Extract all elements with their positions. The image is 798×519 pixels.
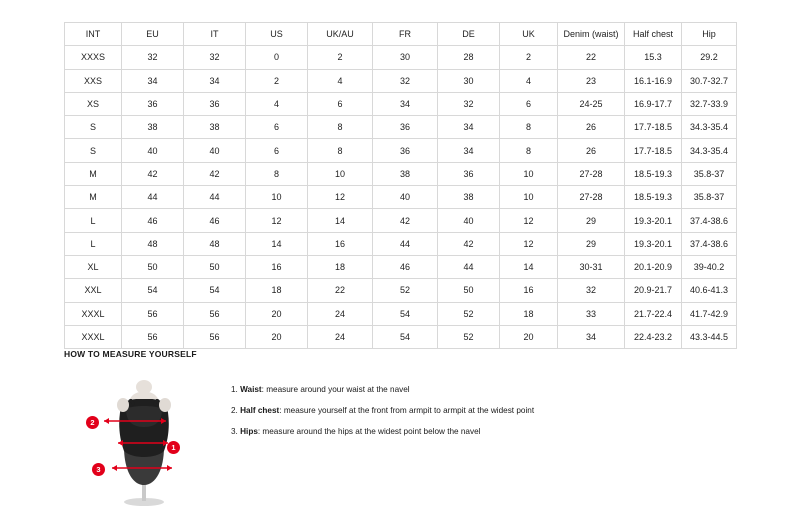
- cell: 40.6-41.3: [682, 279, 737, 302]
- cell: 22: [558, 46, 625, 69]
- measure-badge-waist: 1: [167, 441, 180, 454]
- cell: 29.2: [682, 46, 737, 69]
- cell: 36: [184, 92, 246, 115]
- cell: XXXS: [65, 46, 122, 69]
- cell: 16: [246, 255, 308, 278]
- how-to-measure-body: [64, 369, 736, 509]
- cell: 15.3: [625, 46, 682, 69]
- cell: 36: [373, 139, 438, 162]
- cell: L: [65, 209, 122, 232]
- cell: 10: [500, 162, 558, 185]
- cell: 43.3-44.5: [682, 325, 737, 348]
- column-header: INT: [65, 23, 122, 46]
- list-item: [231, 406, 534, 416]
- cell: 40: [184, 139, 246, 162]
- cell: XXS: [65, 69, 122, 92]
- cell: 44: [122, 186, 184, 209]
- cell: 2: [246, 69, 308, 92]
- cell: 52: [373, 279, 438, 302]
- cell: 34: [438, 139, 500, 162]
- cell: 20.9-21.7: [625, 279, 682, 302]
- cell: 27-28: [558, 162, 625, 185]
- cell: 8: [246, 162, 308, 185]
- table-row: [65, 279, 737, 302]
- measure-badge-hips: 3: [92, 463, 105, 476]
- cell: 46: [373, 255, 438, 278]
- cell: 20: [500, 325, 558, 348]
- cell: 30: [438, 69, 500, 92]
- table-row: [65, 302, 737, 325]
- cell: 50: [438, 279, 500, 302]
- cell: 24-25: [558, 92, 625, 115]
- cell: 54: [122, 279, 184, 302]
- cell: 56: [122, 302, 184, 325]
- column-header: UK/AU: [308, 23, 373, 46]
- measure-badge-half-chest: 2: [86, 416, 99, 429]
- cell: 20: [246, 302, 308, 325]
- cell: 16.1-16.9: [625, 69, 682, 92]
- cell: 33: [558, 302, 625, 325]
- cell: 16.9-17.7: [625, 92, 682, 115]
- cell: 29: [558, 232, 625, 255]
- cell: 18: [308, 255, 373, 278]
- cell: 50: [184, 255, 246, 278]
- cell: M: [65, 186, 122, 209]
- cell: 10: [308, 162, 373, 185]
- cell: 54: [184, 279, 246, 302]
- cell: XS: [65, 92, 122, 115]
- cell: 34: [184, 69, 246, 92]
- cell: 39-40.2: [682, 255, 737, 278]
- cell: 48: [184, 232, 246, 255]
- table-header-row: [65, 23, 737, 46]
- how-to-measure-section: [64, 349, 736, 509]
- cell: 22.4-23.2: [625, 325, 682, 348]
- cell: 10: [246, 186, 308, 209]
- cell: 14: [246, 232, 308, 255]
- cell: 54: [373, 325, 438, 348]
- cell: 6: [308, 92, 373, 115]
- table-row: [65, 186, 737, 209]
- cell: 20.1-20.9: [625, 255, 682, 278]
- cell: 34.3-35.4: [682, 116, 737, 139]
- mannequin-illustration: [82, 369, 207, 509]
- cell: 26: [558, 116, 625, 139]
- cell: 16: [308, 232, 373, 255]
- cell: 4: [500, 69, 558, 92]
- column-header: IT: [184, 23, 246, 46]
- cell: 10: [500, 186, 558, 209]
- cell: 20: [246, 325, 308, 348]
- cell: 46: [122, 209, 184, 232]
- cell: 18.5-19.3: [625, 186, 682, 209]
- size-chart-table: [64, 22, 737, 349]
- column-header: US: [246, 23, 308, 46]
- cell: 34: [438, 116, 500, 139]
- cell: 14: [500, 255, 558, 278]
- cell: 29: [558, 209, 625, 232]
- cell: 44: [438, 255, 500, 278]
- table-row: [65, 232, 737, 255]
- cell: 24: [308, 302, 373, 325]
- column-header: UK: [500, 23, 558, 46]
- cell: XL: [65, 255, 122, 278]
- cell: 52: [438, 325, 500, 348]
- table-row: [65, 325, 737, 348]
- cell: M: [65, 162, 122, 185]
- cell: 12: [500, 209, 558, 232]
- cell: 32: [122, 46, 184, 69]
- cell: 19.3-20.1: [625, 209, 682, 232]
- cell: 8: [500, 139, 558, 162]
- cell: 27-28: [558, 186, 625, 209]
- column-header: Denim (waist): [558, 23, 625, 46]
- cell: 42: [438, 232, 500, 255]
- cell: 12: [500, 232, 558, 255]
- cell: 19.3-20.1: [625, 232, 682, 255]
- table-row: [65, 46, 737, 69]
- cell: 14: [308, 209, 373, 232]
- measure-item-term: Half chest: [240, 405, 280, 415]
- cell: 18: [500, 302, 558, 325]
- table-row: [65, 162, 737, 185]
- cell: 17.7-18.5: [625, 116, 682, 139]
- how-to-measure-title: HOW TO MEASURE YOURSELF: [64, 349, 197, 359]
- cell: 12: [308, 186, 373, 209]
- list-item: [231, 427, 534, 437]
- cell: 38: [438, 186, 500, 209]
- cell: 34.3-35.4: [682, 139, 737, 162]
- cell: 2: [500, 46, 558, 69]
- cell: 38: [373, 162, 438, 185]
- list-item: [231, 385, 534, 395]
- table-row: [65, 92, 737, 115]
- cell: 6: [246, 116, 308, 139]
- cell: 28: [438, 46, 500, 69]
- cell: 50: [122, 255, 184, 278]
- cell: 12: [246, 209, 308, 232]
- measure-item-number: 1.: [231, 385, 238, 394]
- column-header: Hip: [682, 23, 737, 46]
- cell: 34: [373, 92, 438, 115]
- cell: 38: [122, 116, 184, 139]
- cell: 48: [122, 232, 184, 255]
- cell: 6: [500, 92, 558, 115]
- cell: 30-31: [558, 255, 625, 278]
- cell: 17.7-18.5: [625, 139, 682, 162]
- cell: 30: [373, 46, 438, 69]
- cell: 37.4-38.6: [682, 209, 737, 232]
- measure-item-number: 2.: [231, 405, 238, 415]
- cell: 42: [184, 162, 246, 185]
- cell: XXXL: [65, 325, 122, 348]
- cell: 54: [373, 302, 438, 325]
- cell: 32: [184, 46, 246, 69]
- cell: 24: [308, 325, 373, 348]
- cell: 36: [438, 162, 500, 185]
- cell: 32: [438, 92, 500, 115]
- cell: 8: [308, 139, 373, 162]
- cell: 40: [373, 186, 438, 209]
- table-row: [65, 255, 737, 278]
- cell: 32: [373, 69, 438, 92]
- size-chart-container: [64, 22, 736, 349]
- cell: 35.8-37: [682, 162, 737, 185]
- cell: XXL: [65, 279, 122, 302]
- cell: 56: [184, 302, 246, 325]
- table-row: [65, 116, 737, 139]
- cell: 56: [122, 325, 184, 348]
- column-header: DE: [438, 23, 500, 46]
- measure-item-term: Hips: [240, 426, 258, 436]
- cell: 42: [373, 209, 438, 232]
- cell: 8: [308, 116, 373, 139]
- cell: 36: [373, 116, 438, 139]
- cell: S: [65, 116, 122, 139]
- cell: XXXL: [65, 302, 122, 325]
- measure-item-text: : measure around your waist at the navel: [261, 385, 410, 394]
- cell: 37.4-38.6: [682, 232, 737, 255]
- cell: 8: [500, 116, 558, 139]
- table-row: [65, 139, 737, 162]
- table-row: [65, 209, 737, 232]
- cell: 0: [246, 46, 308, 69]
- cell: L: [65, 232, 122, 255]
- measure-instructions-list: [231, 369, 534, 448]
- cell: 41.7-42.9: [682, 302, 737, 325]
- mannequin-svg: [82, 369, 207, 509]
- cell: 44: [184, 186, 246, 209]
- cell: 40: [438, 209, 500, 232]
- cell: 52: [438, 302, 500, 325]
- cell: 23: [558, 69, 625, 92]
- cell: 18: [246, 279, 308, 302]
- measure-item-number: 3.: [231, 426, 238, 436]
- cell: 34: [122, 69, 184, 92]
- cell: 6: [246, 139, 308, 162]
- cell: 34: [558, 325, 625, 348]
- cell: S: [65, 139, 122, 162]
- cell: 4: [308, 69, 373, 92]
- measure-item-text: : measure yourself at the front from armpit to armpit at the widest point: [279, 405, 535, 415]
- measure-item-term: Waist: [240, 385, 262, 394]
- cell: 2: [308, 46, 373, 69]
- cell: 18.5-19.3: [625, 162, 682, 185]
- cell: 35.8-37: [682, 186, 737, 209]
- cell: 40: [122, 139, 184, 162]
- column-header: Half chest: [625, 23, 682, 46]
- cell: 30.7-32.7: [682, 69, 737, 92]
- cell: 56: [184, 325, 246, 348]
- measure-item-text: : measure around the hips at the widest point below the navel: [257, 426, 481, 436]
- cell: 26: [558, 139, 625, 162]
- cell: 46: [184, 209, 246, 232]
- cell: 44: [373, 232, 438, 255]
- column-header: EU: [122, 23, 184, 46]
- column-header: FR: [373, 23, 438, 46]
- cell: 4: [246, 92, 308, 115]
- cell: 38: [184, 116, 246, 139]
- cell: 42: [122, 162, 184, 185]
- cell: 21.7-22.4: [625, 302, 682, 325]
- cell: 36: [122, 92, 184, 115]
- cell: 16: [500, 279, 558, 302]
- table-row: [65, 69, 737, 92]
- cell: 22: [308, 279, 373, 302]
- cell: 32: [558, 279, 625, 302]
- cell: 32.7-33.9: [682, 92, 737, 115]
